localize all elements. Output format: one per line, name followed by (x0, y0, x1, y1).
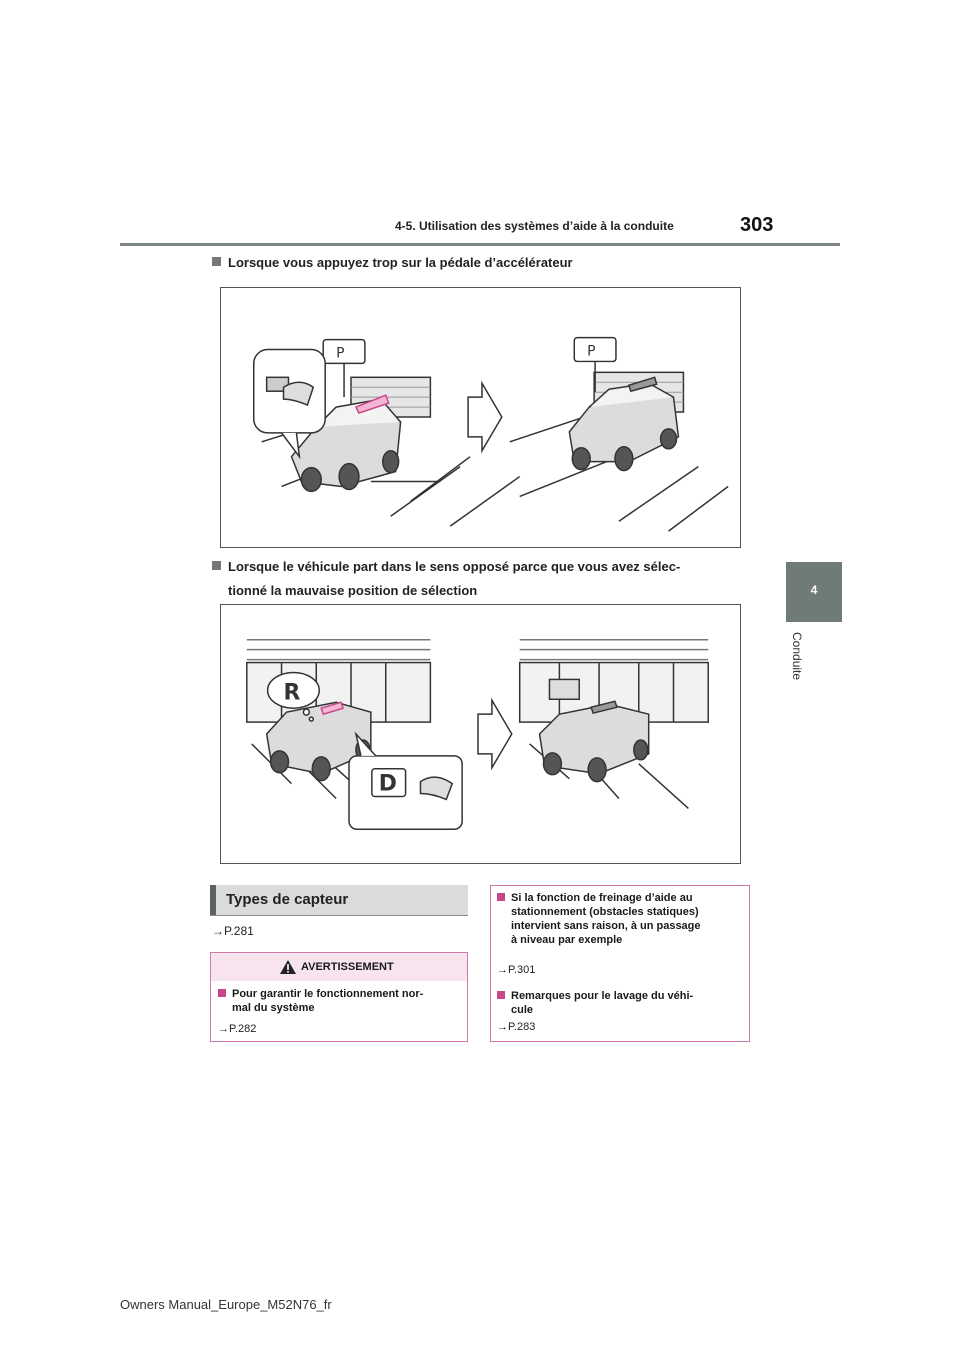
svg-text:P: P (587, 343, 596, 360)
notes-box (490, 885, 750, 1042)
warning-box (210, 952, 468, 1042)
page-number: 303 (740, 214, 774, 236)
ref-note-1: →P.301 (497, 964, 536, 976)
bullet-square-icon (212, 257, 221, 266)
chapter-label: Conduite (790, 632, 804, 681)
header-divider (120, 243, 840, 246)
warning-triangle-icon (279, 959, 297, 975)
note-item-1: Si la fonction de freinage d’aide au stationnement (obstacles statiques) intervient sans raison, à un passage à niveau par exemple (497, 891, 737, 947)
gear-d-label: D (378, 771, 397, 797)
illustration-accelerator-drawing (221, 288, 740, 547)
ref-warning: →P.282 (218, 1023, 257, 1035)
section-title-capteur: Types de capteur (226, 891, 349, 908)
section-title: 4-5. Utilisation des systèmes d’aide à la conduite (395, 219, 674, 233)
section-bar (210, 885, 216, 915)
ref-capteur: →P.281 (212, 924, 254, 938)
warning-header (211, 953, 467, 981)
svg-text:P: P (336, 345, 345, 362)
note-item-2: Remarques pour le lavage du véhi- cule (497, 989, 737, 1017)
heading-accelerator: Lorsque vous appuyez trop sur la pédale d’accélérateur (212, 251, 573, 275)
bullet-square-icon (497, 991, 505, 999)
section-types-de-capteur (210, 885, 468, 916)
warning-title: AVERTISSEMENT (301, 961, 394, 973)
bullet-square-icon (218, 989, 226, 997)
footer-text: Owners Manual_Europe_M52N76_fr (120, 1297, 332, 1312)
chapter-tab (786, 562, 842, 622)
bullet-square-icon (497, 893, 505, 901)
ref-note-2: →P.283 (497, 1021, 536, 1033)
bullet-square-icon (212, 561, 221, 570)
illustration-accelerator (220, 287, 741, 548)
warning-item: Pour garantir le fonctionnement nor- mal du système (218, 987, 458, 1015)
heading-wrong-position: Lorsque le véhicule part dans le sens opposé parce que vous avez sélec- tionné la mauvaise position de sélection (212, 555, 680, 603)
chapter-number: 4 (810, 583, 818, 597)
illustration-wrong-position (220, 604, 741, 864)
gear-r-label: R (283, 680, 301, 706)
illustration-wrong-position-drawing (221, 605, 740, 863)
